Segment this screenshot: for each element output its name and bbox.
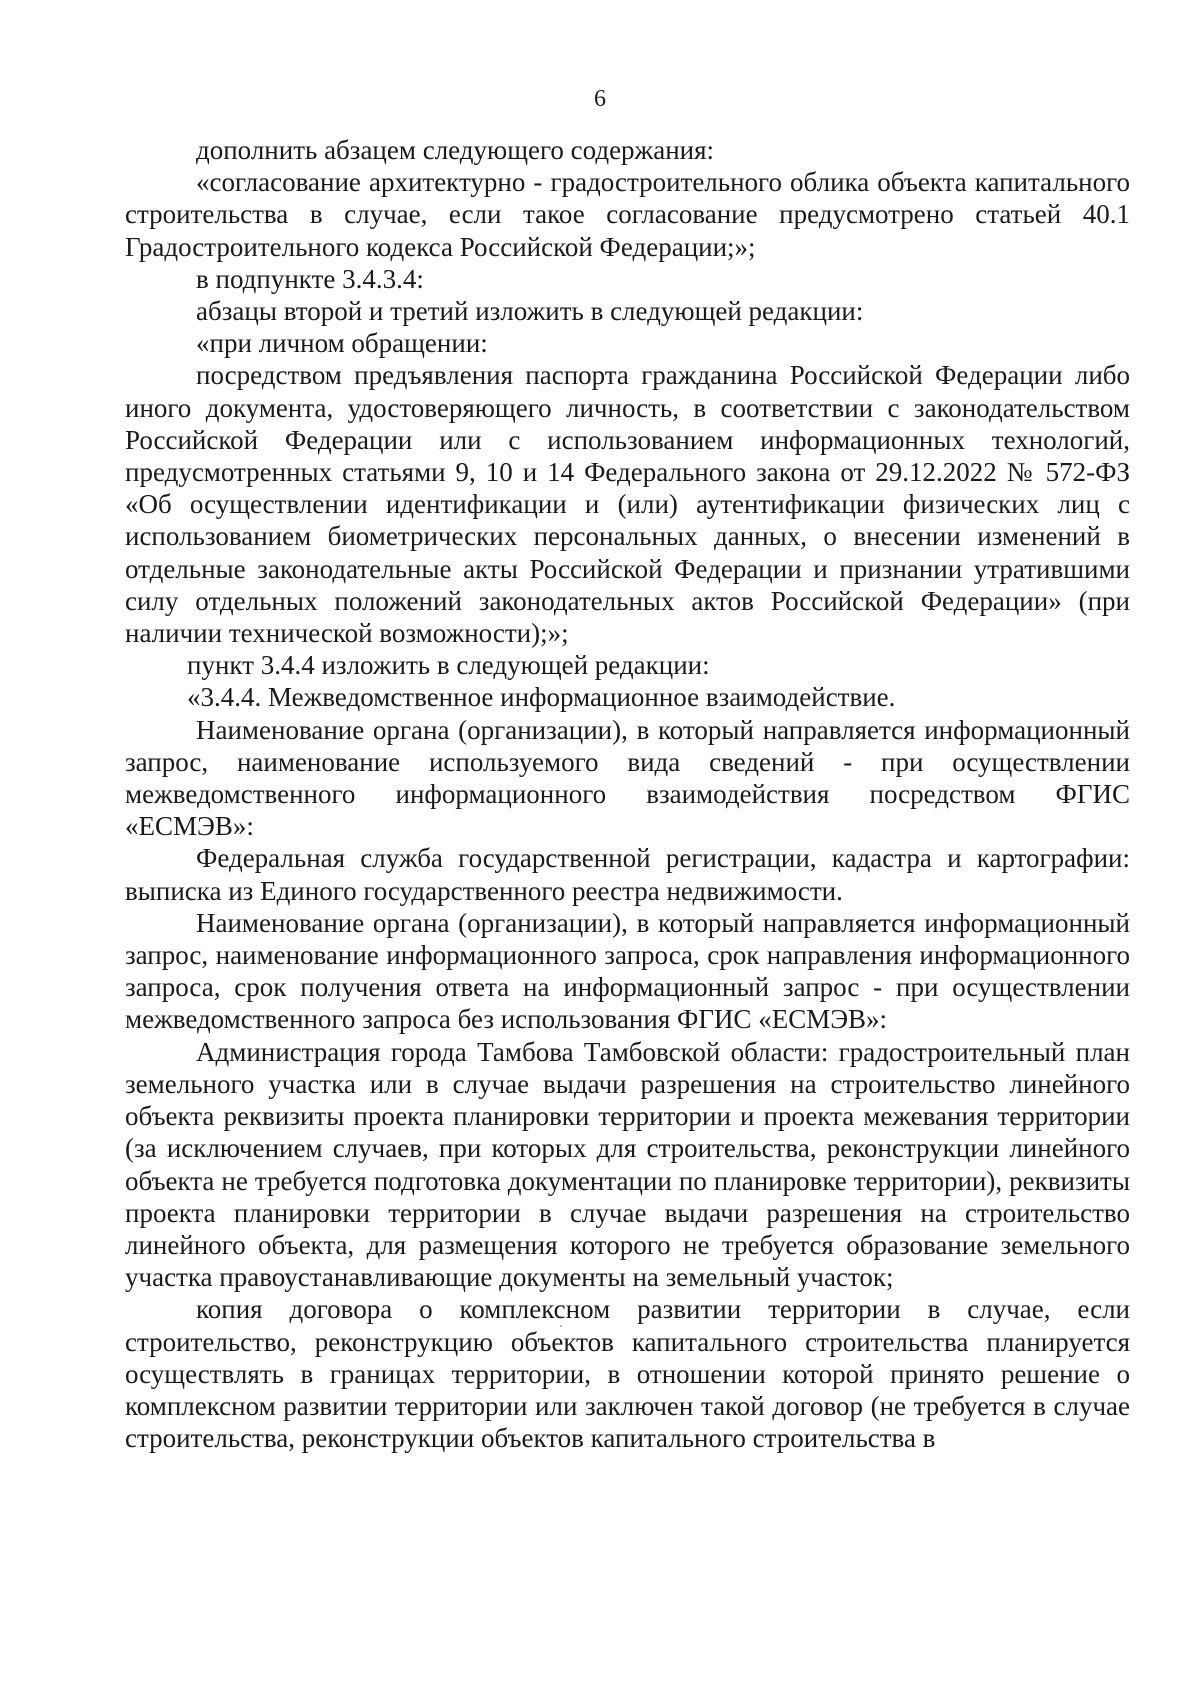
paragraph-9: Наименование органа (организации), в который направляется информационный запрос, наименование используемого вида сведений - при осуществлении межведомственного информационного взаимодействия посредством ФГИС «ЕСМЭВ»: xyxy=(125,714,1130,842)
paragraph-8: «3.4.4. Межведомственное информационное взаимодействие. xyxy=(187,682,896,713)
document-body xyxy=(125,134,1130,1454)
paragraph-6: посредством предъявления паспорта гражданина Российской Федерации либо иного документа, удостоверяющего личность, в соответствии с законодательством Российской Федерации или с использованием информационных технологий, предусмотренных статьями 9, 10 и 14 Федерального закона от 29.12.2022 № 572-ФЗ «Об осуществлении идентификации и (или) аутентификации физических лиц с использованием биометрических персональных данных, о внесении изменений в отдельные законодательные акты Российской Федерации и признании утратившими силу отдельных положений законодательных актов Российской Федерации» (при наличии технической возможности);»; xyxy=(125,360,1130,649)
paragraph-7: пункт 3.4.4 изложить в следующей редакции: xyxy=(187,650,710,681)
paragraph-13: копия договора о комплексном развитии территории в случае, если строительство, реконструкцию объектов капитального строительства планируется осуществлять в границах территории, в отношении которой принято решение о комплексном развитии территории или заключен такой договор (не требуется в случае строительства, реконструкции объектов капитального строительства в xyxy=(125,1294,1130,1454)
paragraph-1: дополнить абзацем следующего содержания: xyxy=(196,135,715,165)
paragraph-10: Федеральная служба государственной регистрации, кадастра и картографии: выписка из Единого государственного реестра недвижимости. xyxy=(125,843,1130,906)
paragraph-12: Администрация города Тамбова Тамбовской области: градостроительный план земельного участка или в случае выдачи разрешения на строительство линейного объекта реквизиты проекта планировки территории и проекта межевания территории (за исключением случаев, при которых для строительства, реконструкции линейного объекта не требуется подготовка документации по планировке территории), реквизиты проекта планировки территории в случае выдачи разрешения на строительство линейного объекта, для размещения которого не требуется образование земельного участка правоустанавливающие документы на земельный участок; xyxy=(125,1036,1130,1293)
paragraph-4: абзацы второй и третий изложить в следующей редакции: xyxy=(196,296,864,327)
scan-speck xyxy=(560,1325,562,1327)
paragraph-3: в подпункте 3.4.3.4: xyxy=(196,263,424,294)
page-number: 6 xyxy=(594,86,606,112)
paragraph-5: «при личном обращении: xyxy=(196,328,488,359)
paragraph-11: Наименование органа (организации), в который направляется информационный запрос, наименование информационного запроса, срок направления информационного запроса, срок получения ответа на информационный запрос - при осуществлении межведомственного запроса без использования ФГИС «ЕСМЭВ»: xyxy=(125,907,1130,1035)
paragraph-2: «согласование архитектурно - градостроительного облика объекта капитального строительства в случае, если такое согласование предусмотрено статьей 40.1 Градостроительного кодекса Российской Федерации;»; xyxy=(125,167,1130,262)
